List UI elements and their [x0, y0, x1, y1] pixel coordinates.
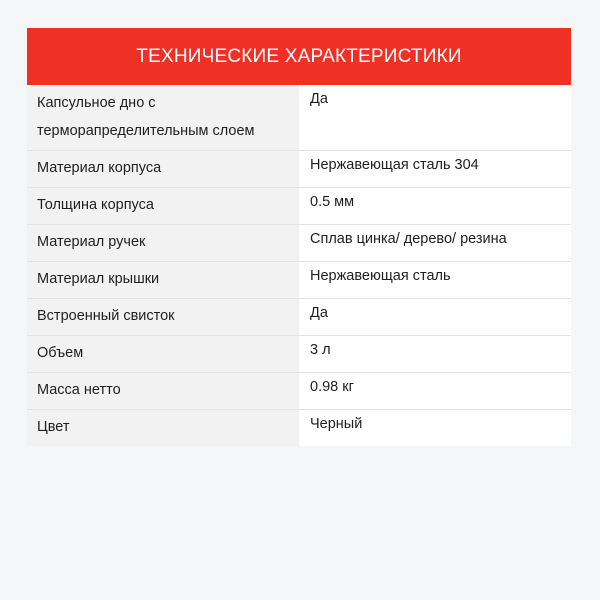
spec-label: Материал корпуса — [27, 151, 299, 187]
spec-row — [27, 225, 571, 262]
spec-table — [27, 28, 571, 446]
spec-value: 0.5 мм — [299, 188, 571, 224]
spec-value: Сплав цинка/ дерево/ резина — [299, 225, 571, 261]
spec-label: Толщина корпуса — [27, 188, 299, 224]
spec-row — [27, 299, 571, 336]
spec-row — [27, 373, 571, 410]
spec-row — [27, 188, 571, 225]
spec-label: Масса нетто — [27, 373, 299, 409]
spec-label: Цвет — [27, 410, 299, 446]
spec-row — [27, 85, 571, 151]
spec-row — [27, 336, 571, 373]
spec-value: 0.98 кг — [299, 373, 571, 409]
spec-value: Нержавеющая сталь — [299, 262, 571, 298]
spec-header — [27, 28, 571, 85]
spec-row — [27, 262, 571, 299]
spec-label: Встроенный свисток — [27, 299, 299, 335]
spec-value: 3 л — [299, 336, 571, 372]
spec-label: Материал ручек — [27, 225, 299, 261]
spec-value: Черный — [299, 410, 571, 446]
spec-label: Капсульное дно с терморапределительным слоем — [27, 85, 299, 150]
spec-value: Да — [299, 85, 571, 150]
spec-label: Объем — [27, 336, 299, 372]
spec-label: Материал крышки — [27, 262, 299, 298]
spec-value: Нержавеющая сталь 304 — [299, 151, 571, 187]
spec-row — [27, 151, 571, 188]
spec-value: Да — [299, 299, 571, 335]
spec-row — [27, 410, 571, 446]
spec-title: ТЕХНИЧЕСКИЕ ХАРАКТЕРИСТИКИ — [136, 45, 462, 67]
